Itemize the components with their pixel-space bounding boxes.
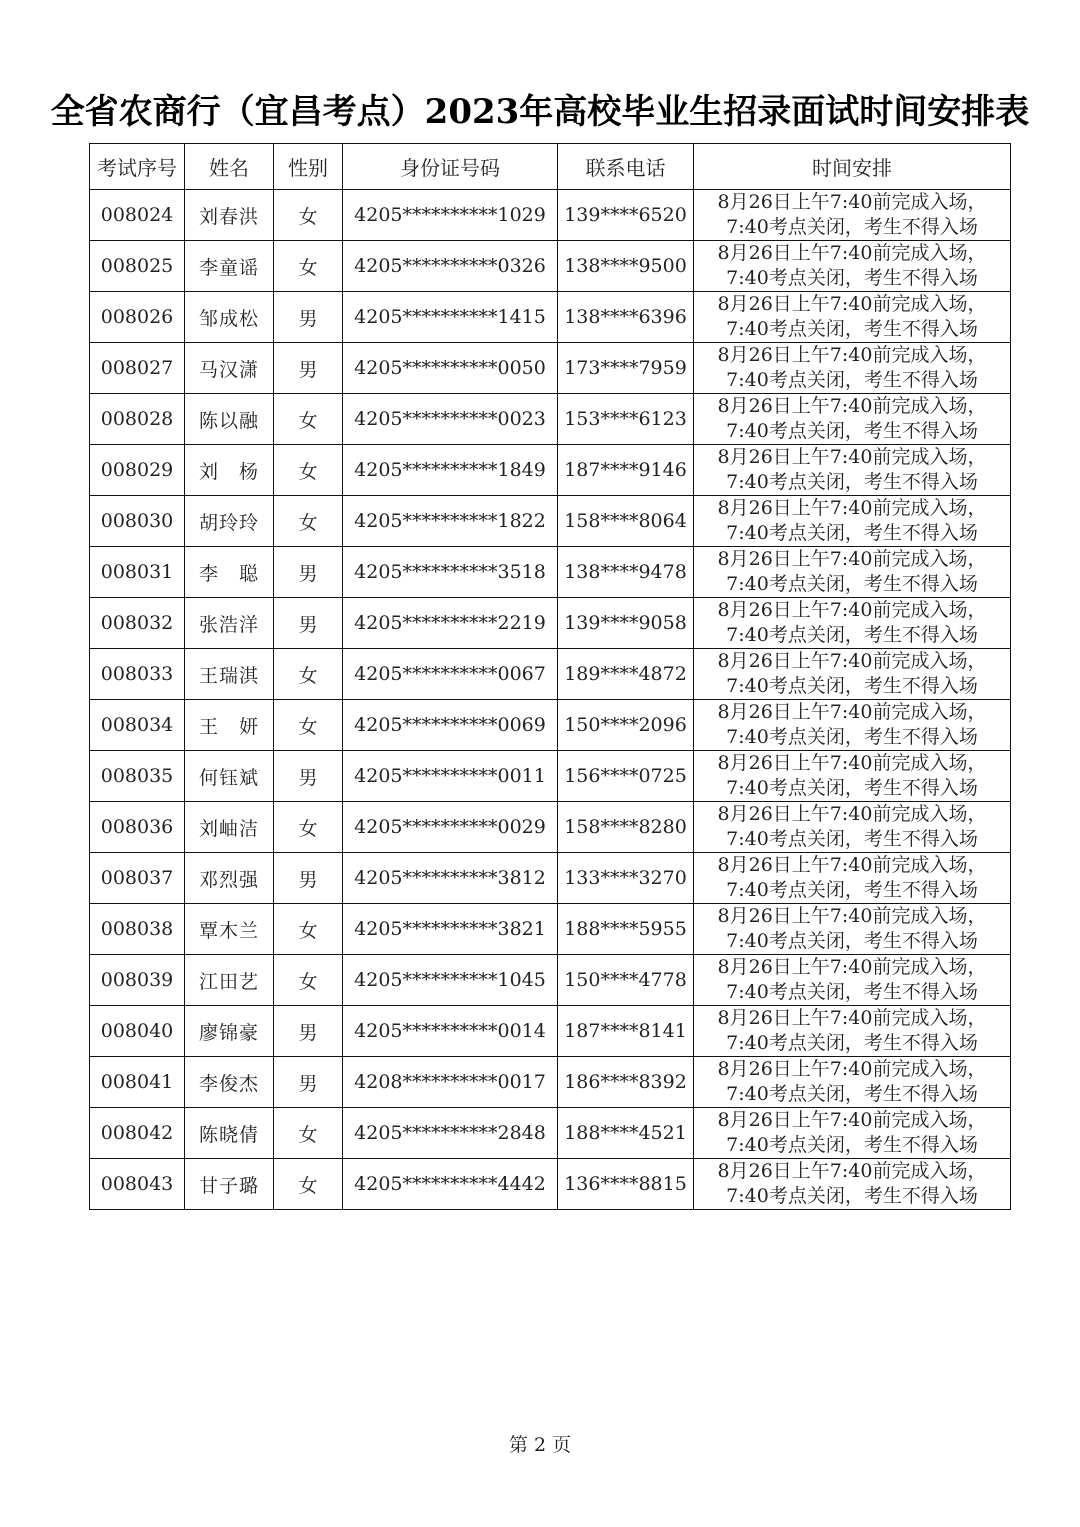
id-number-cell: 4205**********2848 <box>343 1108 558 1159</box>
schedule-line: 7:40考点关闭，考生不得入场 <box>726 1083 978 1105</box>
schedule-line: 8月26日上午7:40前完成入场， <box>717 344 987 366</box>
table-row <box>90 751 1011 802</box>
schedule-line: 7:40考点关闭，考生不得入场 <box>726 1032 978 1054</box>
exam-number-cell: 008031 <box>90 547 185 598</box>
phone-cell: 189****4872 <box>558 649 694 700</box>
gender-cell: 男 <box>274 292 343 343</box>
schedule-line: 8月26日上午7:40前完成入场， <box>717 1160 987 1182</box>
gender-cell: 女 <box>274 1108 343 1159</box>
exam-number-cell: 008037 <box>90 853 185 904</box>
schedule-line: 7:40考点关闭，考生不得入场 <box>726 930 978 952</box>
exam-number-cell: 008030 <box>90 496 185 547</box>
table-row <box>90 1006 1011 1057</box>
exam-number-cell: 008041 <box>90 1057 185 1108</box>
id-number-cell: 4205**********3821 <box>343 904 558 955</box>
schedule-line: 7:40考点关闭，考生不得入场 <box>726 318 978 340</box>
schedule-line: 8月26日上午7:40前完成入场， <box>717 599 987 621</box>
schedule-cell <box>694 496 1011 547</box>
schedule-line: 8月26日上午7:40前完成入场， <box>717 1058 987 1080</box>
gender-cell: 女 <box>274 649 343 700</box>
schedule-line: 8月26日上午7:40前完成入场， <box>717 803 987 825</box>
schedule-line: 8月26日上午7:40前完成入场， <box>717 548 987 570</box>
name-cell: 马汉潇 <box>185 343 274 394</box>
id-number-cell: 4205**********1415 <box>343 292 558 343</box>
id-number-cell: 4205**********0029 <box>343 802 558 853</box>
phone-cell: 158****8064 <box>558 496 694 547</box>
exam-number-cell: 008036 <box>90 802 185 853</box>
name-cell: 邹成松 <box>185 292 274 343</box>
gender-cell: 女 <box>274 445 343 496</box>
name-cell: 王 妍 <box>185 700 274 751</box>
schedule-cell <box>694 904 1011 955</box>
name-cell: 刘春洪 <box>185 190 274 241</box>
schedule-line: 8月26日上午7:40前完成入场， <box>717 854 987 876</box>
exam-number-cell: 008027 <box>90 343 185 394</box>
table-row <box>90 547 1011 598</box>
name-cell: 陈以融 <box>185 394 274 445</box>
table-row <box>90 955 1011 1006</box>
schedule-cell <box>694 598 1011 649</box>
header-name: 姓名 <box>185 144 274 190</box>
exam-number-cell: 008025 <box>90 241 185 292</box>
schedule-cell <box>694 1159 1011 1210</box>
id-number-cell: 4205**********3812 <box>343 853 558 904</box>
table-row <box>90 904 1011 955</box>
table-row <box>90 496 1011 547</box>
gender-cell: 男 <box>274 343 343 394</box>
table-header-row <box>90 144 1011 190</box>
header-id-number: 身份证号码 <box>343 144 558 190</box>
table-row <box>90 190 1011 241</box>
gender-cell: 女 <box>274 802 343 853</box>
schedule-line: 8月26日上午7:40前完成入场， <box>717 446 987 468</box>
id-number-cell: 4205**********1045 <box>343 955 558 1006</box>
schedule-line: 7:40考点关闭，考生不得入场 <box>726 522 978 544</box>
gender-cell: 男 <box>274 598 343 649</box>
schedule-cell <box>694 955 1011 1006</box>
name-cell: 李童谣 <box>185 241 274 292</box>
schedule-cell <box>694 751 1011 802</box>
schedule-cell <box>694 241 1011 292</box>
name-cell: 邓烈强 <box>185 853 274 904</box>
id-number-cell: 4205**********3518 <box>343 547 558 598</box>
schedule-line: 8月26日上午7:40前完成入场， <box>717 956 987 978</box>
id-number-cell: 4205**********0067 <box>343 649 558 700</box>
table-row <box>90 1159 1011 1210</box>
id-number-cell: 4205**********0011 <box>343 751 558 802</box>
exam-number-cell: 008043 <box>90 1159 185 1210</box>
schedule-line: 8月26日上午7:40前完成入场， <box>717 497 987 519</box>
phone-cell: 138****6396 <box>558 292 694 343</box>
schedule-cell <box>694 1057 1011 1108</box>
schedule-cell <box>694 190 1011 241</box>
schedule-line: 7:40考点关闭，考生不得入场 <box>726 1185 978 1207</box>
table-row <box>90 853 1011 904</box>
id-number-cell: 4205**********0069 <box>343 700 558 751</box>
phone-cell: 173****7959 <box>558 343 694 394</box>
schedule-cell <box>694 700 1011 751</box>
page-title: 全省农商行（宜昌考点）2023年高校毕业生招录面试时间安排表 <box>50 92 1030 132</box>
schedule-line: 7:40考点关闭，考生不得入场 <box>726 1134 978 1156</box>
id-number-cell: 4205**********2219 <box>343 598 558 649</box>
name-cell: 刘岫洁 <box>185 802 274 853</box>
schedule-line: 7:40考点关闭，考生不得入场 <box>726 216 978 238</box>
schedule-line: 7:40考点关闭，考生不得入场 <box>726 981 978 1003</box>
gender-cell: 女 <box>274 904 343 955</box>
name-cell: 甘子璐 <box>185 1159 274 1210</box>
exam-number-cell: 008033 <box>90 649 185 700</box>
table-row <box>90 394 1011 445</box>
schedule-line: 7:40考点关闭，考生不得入场 <box>726 828 978 850</box>
phone-cell: 136****8815 <box>558 1159 694 1210</box>
schedule-line: 8月26日上午7:40前完成入场， <box>717 395 987 417</box>
schedule-cell <box>694 547 1011 598</box>
gender-cell: 女 <box>274 1159 343 1210</box>
schedule-line: 8月26日上午7:40前完成入场， <box>717 650 987 672</box>
exam-number-cell: 008028 <box>90 394 185 445</box>
exam-number-cell: 008039 <box>90 955 185 1006</box>
schedule-line: 8月26日上午7:40前完成入场， <box>717 752 987 774</box>
table-row <box>90 1108 1011 1159</box>
id-number-cell: 4205**********1822 <box>343 496 558 547</box>
schedule-line: 8月26日上午7:40前完成入场， <box>717 1007 987 1029</box>
gender-cell: 男 <box>274 547 343 598</box>
phone-cell: 150****4778 <box>558 955 694 1006</box>
gender-cell: 男 <box>274 751 343 802</box>
gender-cell: 女 <box>274 700 343 751</box>
gender-cell: 女 <box>274 394 343 445</box>
phone-cell: 139****6520 <box>558 190 694 241</box>
header-schedule: 时间安排 <box>694 144 1011 190</box>
header-gender: 性别 <box>274 144 343 190</box>
table-row <box>90 802 1011 853</box>
table-body <box>90 190 1011 1210</box>
name-cell: 陈晓倩 <box>185 1108 274 1159</box>
schedule-line: 8月26日上午7:40前完成入场， <box>717 1109 987 1131</box>
table-row <box>90 445 1011 496</box>
exam-number-cell: 008034 <box>90 700 185 751</box>
gender-cell: 男 <box>274 1057 343 1108</box>
page-number: 第 2 页 <box>508 1434 572 1456</box>
exam-number-cell: 008042 <box>90 1108 185 1159</box>
schedule-cell <box>694 1108 1011 1159</box>
schedule-line: 7:40考点关闭，考生不得入场 <box>726 369 978 391</box>
schedule-cell <box>694 1006 1011 1057</box>
schedule-table <box>89 143 1011 1210</box>
schedule-line: 7:40考点关闭，考生不得入场 <box>726 879 978 901</box>
schedule-cell <box>694 292 1011 343</box>
header-exam-number: 考试序号 <box>90 144 185 190</box>
name-cell: 刘 杨 <box>185 445 274 496</box>
exam-number-cell: 008024 <box>90 190 185 241</box>
id-number-cell: 4205**********4442 <box>343 1159 558 1210</box>
name-cell: 王瑞淇 <box>185 649 274 700</box>
schedule-cell <box>694 394 1011 445</box>
schedule-line: 7:40考点关闭，考生不得入场 <box>726 420 978 442</box>
id-number-cell: 4205**********1029 <box>343 190 558 241</box>
exam-number-cell: 008029 <box>90 445 185 496</box>
id-number-cell: 4205**********0326 <box>343 241 558 292</box>
name-cell: 何钰斌 <box>185 751 274 802</box>
name-cell: 胡玲玲 <box>185 496 274 547</box>
phone-cell: 156****0725 <box>558 751 694 802</box>
exam-number-cell: 008035 <box>90 751 185 802</box>
exam-number-cell: 008032 <box>90 598 185 649</box>
table-row <box>90 292 1011 343</box>
id-number-cell: 4205**********0023 <box>343 394 558 445</box>
id-number-cell: 4205**********0014 <box>343 1006 558 1057</box>
exam-number-cell: 008038 <box>90 904 185 955</box>
schedule-line: 8月26日上午7:40前完成入场， <box>717 242 987 264</box>
schedule-line: 7:40考点关闭，考生不得入场 <box>726 726 978 748</box>
phone-cell: 133****3270 <box>558 853 694 904</box>
header-phone: 联系电话 <box>558 144 694 190</box>
phone-cell: 150****2096 <box>558 700 694 751</box>
schedule-line: 7:40考点关闭，考生不得入场 <box>726 675 978 697</box>
schedule-line: 8月26日上午7:40前完成入场， <box>717 293 987 315</box>
schedule-line: 7:40考点关闭，考生不得入场 <box>726 471 978 493</box>
id-number-cell: 4205**********0050 <box>343 343 558 394</box>
schedule-cell <box>694 445 1011 496</box>
schedule-cell <box>694 649 1011 700</box>
phone-cell: 138****9500 <box>558 241 694 292</box>
table-row <box>90 1057 1011 1108</box>
phone-cell: 158****8280 <box>558 802 694 853</box>
exam-number-cell: 008026 <box>90 292 185 343</box>
phone-cell: 139****9058 <box>558 598 694 649</box>
schedule-line: 8月26日上午7:40前完成入场， <box>717 905 987 927</box>
schedule-line: 7:40考点关闭，考生不得入场 <box>726 573 978 595</box>
table-row <box>90 241 1011 292</box>
table-row <box>90 598 1011 649</box>
schedule-line: 7:40考点关闭，考生不得入场 <box>726 624 978 646</box>
name-cell: 江田艺 <box>185 955 274 1006</box>
schedule-cell <box>694 853 1011 904</box>
schedule-line: 8月26日上午7:40前完成入场， <box>717 701 987 723</box>
gender-cell: 女 <box>274 241 343 292</box>
gender-cell: 女 <box>274 496 343 547</box>
id-number-cell: 4205**********1849 <box>343 445 558 496</box>
phone-cell: 153****6123 <box>558 394 694 445</box>
schedule-cell <box>694 802 1011 853</box>
name-cell: 覃木兰 <box>185 904 274 955</box>
phone-cell: 188****4521 <box>558 1108 694 1159</box>
name-cell: 李俊杰 <box>185 1057 274 1108</box>
gender-cell: 女 <box>274 955 343 1006</box>
id-number-cell: 4208**********0017 <box>343 1057 558 1108</box>
name-cell: 张浩洋 <box>185 598 274 649</box>
phone-cell: 187****9146 <box>558 445 694 496</box>
name-cell: 廖锦豪 <box>185 1006 274 1057</box>
phone-cell: 188****5955 <box>558 904 694 955</box>
gender-cell: 男 <box>274 1006 343 1057</box>
exam-number-cell: 008040 <box>90 1006 185 1057</box>
table-row <box>90 343 1011 394</box>
schedule-cell <box>694 343 1011 394</box>
name-cell: 李 聪 <box>185 547 274 598</box>
schedule-line: 7:40考点关闭，考生不得入场 <box>726 777 978 799</box>
phone-cell: 186****8392 <box>558 1057 694 1108</box>
table-row <box>90 700 1011 751</box>
gender-cell: 女 <box>274 190 343 241</box>
gender-cell: 男 <box>274 853 343 904</box>
schedule-line: 7:40考点关闭，考生不得入场 <box>726 267 978 289</box>
table-row <box>90 649 1011 700</box>
phone-cell: 138****9478 <box>558 547 694 598</box>
phone-cell: 187****8141 <box>558 1006 694 1057</box>
schedule-line: 8月26日上午7:40前完成入场， <box>717 191 987 213</box>
